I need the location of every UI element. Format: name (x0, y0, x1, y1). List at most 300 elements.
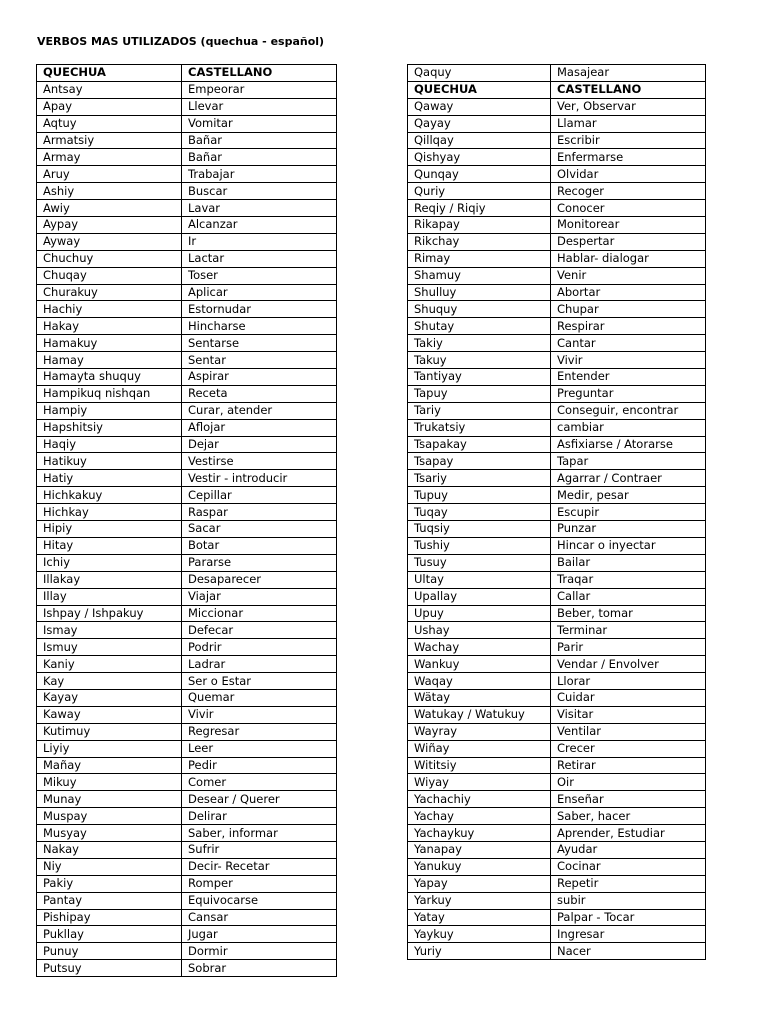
castellano-cell: Hablar- dialogar (551, 250, 706, 267)
castellano-cell: Despertar (551, 233, 706, 250)
quechua-cell: Tapuy (408, 385, 551, 402)
castellano-cell: Bailar (551, 554, 706, 571)
table-row (37, 926, 337, 943)
castellano-cell: Enfermarse (551, 149, 706, 166)
table-row (37, 504, 337, 521)
table-row (408, 267, 706, 284)
castellano-cell: Masajear (551, 65, 706, 82)
quechua-cell: Hatiy (37, 470, 182, 487)
castellano-cell: Escribir (551, 132, 706, 149)
quechua-cell: Tuqsiy (408, 521, 551, 538)
table-row (408, 689, 706, 706)
castellano-cell: Aplicar (182, 284, 337, 301)
castellano-cell: Ser o Estar (182, 673, 337, 690)
quechua-cell: Yanapay (408, 841, 551, 858)
table-row (408, 166, 706, 183)
quechua-cell: Putsuy (37, 960, 182, 977)
quechua-cell: Qunqay (408, 166, 551, 183)
table-row (408, 706, 706, 723)
castellano-cell: Conocer (551, 200, 706, 217)
quechua-cell: Awiy (37, 200, 182, 217)
table-row (408, 504, 706, 521)
table-row (408, 926, 706, 943)
quechua-cell: Ayway (37, 233, 182, 250)
quechua-cell: Kutimuy (37, 723, 182, 740)
castellano-cell: Raspar (182, 504, 337, 521)
header-castellano: CASTELLANO (551, 81, 706, 98)
quechua-cell: Hampiy (37, 402, 182, 419)
quechua-cell: Pishipay (37, 909, 182, 926)
quechua-cell: Wiñay (408, 740, 551, 757)
quechua-cell: Hichkakuy (37, 487, 182, 504)
quechua-cell: Chuchuy (37, 250, 182, 267)
castellano-cell: Sentarse (182, 335, 337, 352)
table-row (408, 791, 706, 808)
quechua-cell: Qaquy (408, 65, 551, 82)
castellano-cell: Punzar (551, 521, 706, 538)
castellano-cell: Podrir (182, 639, 337, 656)
castellano-cell: Cepillar (182, 487, 337, 504)
castellano-cell: Recoger (551, 183, 706, 200)
table-row (408, 233, 706, 250)
castellano-cell: Defecar (182, 622, 337, 639)
castellano-cell: Terminar (551, 622, 706, 639)
quechua-cell: Hichkay (37, 504, 182, 521)
quechua-cell: Kayay (37, 689, 182, 706)
table-row (408, 943, 706, 960)
quechua-cell: Aruy (37, 166, 182, 183)
table-row (37, 858, 337, 875)
table-row (37, 706, 337, 723)
castellano-cell: Equivocarse (182, 892, 337, 909)
quechua-cell: Shutay (408, 318, 551, 335)
quechua-cell: Mañay (37, 757, 182, 774)
table-row (408, 352, 706, 369)
table-row (408, 554, 706, 571)
quechua-cell: Takuy (408, 352, 551, 369)
quechua-cell: Hampikuq nishqan (37, 385, 182, 402)
castellano-cell: subir (551, 892, 706, 909)
table-header-row (408, 81, 706, 98)
castellano-cell: Ayudar (551, 841, 706, 858)
table-row (408, 808, 706, 825)
table-row (408, 115, 706, 132)
table-row (408, 217, 706, 234)
castellano-cell: Vivir (551, 352, 706, 369)
quechua-cell: Yapay (408, 875, 551, 892)
table-row (37, 808, 337, 825)
quechua-cell: Mikuy (37, 774, 182, 791)
quechua-cell: Punuy (37, 943, 182, 960)
castellano-cell: Enseñar (551, 791, 706, 808)
table-row (408, 622, 706, 639)
quechua-cell: Qayay (408, 115, 551, 132)
quechua-cell: Watukay / Watukuy (408, 706, 551, 723)
castellano-cell: Monitorear (551, 217, 706, 234)
castellano-cell: Desaparecer (182, 571, 337, 588)
castellano-cell: Vestir - introducir (182, 470, 337, 487)
castellano-cell: Leer (182, 740, 337, 757)
quechua-cell: Tushiy (408, 537, 551, 554)
castellano-cell: Conseguir, encontrar (551, 402, 706, 419)
quechua-cell: Illay (37, 588, 182, 605)
table-row (37, 554, 337, 571)
table-row (37, 774, 337, 791)
quechua-cell: Waqay (408, 673, 551, 690)
castellano-cell: Decir- Recetar (182, 858, 337, 875)
table-row (408, 369, 706, 386)
quechua-cell: Qillqay (408, 132, 551, 149)
quechua-cell: Yanukuy (408, 858, 551, 875)
quechua-cell: Ashiy (37, 183, 182, 200)
castellano-cell: Pedir (182, 757, 337, 774)
header-quechua: QUECHUA (37, 65, 182, 82)
castellano-cell: Vestirse (182, 453, 337, 470)
castellano-cell: Palpar - Tocar (551, 909, 706, 926)
castellano-cell: Curar, atender (182, 402, 337, 419)
table-row (37, 791, 337, 808)
quechua-cell: Ushay (408, 622, 551, 639)
quechua-cell: Armay (37, 149, 182, 166)
table-row (408, 605, 706, 622)
castellano-cell: Nacer (551, 943, 706, 960)
quechua-cell: Aypay (37, 217, 182, 234)
table-row (37, 318, 337, 335)
quechua-cell: Yachachiy (408, 791, 551, 808)
castellano-cell: Bañar (182, 149, 337, 166)
table-row (408, 841, 706, 858)
table-row (37, 250, 337, 267)
table-row (37, 656, 337, 673)
quechua-cell: Hamayta shuquy (37, 369, 182, 386)
table-row (37, 352, 337, 369)
table-header-row (37, 65, 337, 82)
quechua-cell: Ismay (37, 622, 182, 639)
castellano-cell: Beber, tomar (551, 605, 706, 622)
castellano-cell: Quemar (182, 689, 337, 706)
table-row (37, 841, 337, 858)
quechua-cell: Hatikuy (37, 453, 182, 470)
quechua-cell: Nakay (37, 841, 182, 858)
table-row (37, 115, 337, 132)
table-row (408, 149, 706, 166)
table-row (37, 605, 337, 622)
castellano-cell: Pararse (182, 554, 337, 571)
table-row (408, 301, 706, 318)
castellano-cell: Aprender, Estudiar (551, 825, 706, 842)
table-row (408, 571, 706, 588)
castellano-cell: Retirar (551, 757, 706, 774)
table-row (408, 537, 706, 554)
quechua-cell: Yaykuy (408, 926, 551, 943)
castellano-cell: Sobrar (182, 960, 337, 977)
document-title: VERBOS MAS UTILIZADOS (quechua - español) (37, 35, 325, 48)
castellano-cell: Receta (182, 385, 337, 402)
quechua-cell: Wankuy (408, 656, 551, 673)
table-row (408, 588, 706, 605)
quechua-cell: Yachaykuy (408, 825, 551, 842)
quechua-cell: Illakay (37, 571, 182, 588)
quechua-cell: Munay (37, 791, 182, 808)
quechua-cell: Wiyay (408, 774, 551, 791)
table-row (37, 571, 337, 588)
quechua-cell: Yarkuy (408, 892, 551, 909)
quechua-cell: Kaway (37, 706, 182, 723)
castellano-cell: Viajar (182, 588, 337, 605)
quechua-cell: Niy (37, 858, 182, 875)
quechua-cell: Tupuy (408, 487, 551, 504)
quechua-cell: Upallay (408, 588, 551, 605)
quechua-cell: Ishpay / Ishpakuy (37, 605, 182, 622)
castellano-cell: Lavar (182, 200, 337, 217)
castellano-cell: Toser (182, 267, 337, 284)
castellano-cell: Venir (551, 267, 706, 284)
quechua-cell: Wachay (408, 639, 551, 656)
table-row (37, 402, 337, 419)
table-row (37, 723, 337, 740)
table-row (408, 487, 706, 504)
table-row (37, 588, 337, 605)
quechua-cell: Hachiy (37, 301, 182, 318)
castellano-cell: Sacar (182, 521, 337, 538)
quechua-cell: Reqiy / Riqiy (408, 200, 551, 217)
castellano-cell: Dejar (182, 436, 337, 453)
castellano-cell: cambiar (551, 419, 706, 436)
table-row (408, 419, 706, 436)
table-row (37, 267, 337, 284)
castellano-cell: Entender (551, 369, 706, 386)
table-row (408, 200, 706, 217)
castellano-cell: Callar (551, 588, 706, 605)
quechua-cell: Rimay (408, 250, 551, 267)
castellano-cell: Respirar (551, 318, 706, 335)
castellano-cell: Sentar (182, 352, 337, 369)
table-row (37, 689, 337, 706)
quechua-cell: Tusuy (408, 554, 551, 571)
quechua-cell: Takiy (408, 335, 551, 352)
quechua-cell: Muspay (37, 808, 182, 825)
castellano-cell: Preguntar (551, 385, 706, 402)
table-row (408, 183, 706, 200)
table-row (37, 521, 337, 538)
quechua-cell: Kaniy (37, 656, 182, 673)
table-row (408, 521, 706, 538)
table-row (408, 673, 706, 690)
table-row (37, 284, 337, 301)
castellano-cell: Medir, pesar (551, 487, 706, 504)
quechua-cell: Hamakuy (37, 335, 182, 352)
quechua-cell: Tariy (408, 402, 551, 419)
table-row (408, 757, 706, 774)
castellano-cell: Desear / Querer (182, 791, 337, 808)
table-row (408, 892, 706, 909)
table-row (37, 301, 337, 318)
castellano-cell: Saber, hacer (551, 808, 706, 825)
table-row (408, 132, 706, 149)
quechua-cell: Ismuy (37, 639, 182, 656)
table-row (37, 740, 337, 757)
quechua-cell: Shamuy (408, 267, 551, 284)
verbs-table-left (36, 64, 337, 977)
table-row (408, 909, 706, 926)
quechua-cell: Tsapakay (408, 436, 551, 453)
header-castellano: CASTELLANO (182, 65, 337, 82)
castellano-cell: Empeorar (182, 81, 337, 98)
castellano-cell: Ventilar (551, 723, 706, 740)
table-row (37, 419, 337, 436)
quechua-cell: Apay (37, 98, 182, 115)
castellano-cell: Jugar (182, 926, 337, 943)
table-row (408, 875, 706, 892)
quechua-cell: Pantay (37, 892, 182, 909)
table-row (37, 233, 337, 250)
castellano-cell: Saber, informar (182, 825, 337, 842)
castellano-cell: Vendar / Envolver (551, 656, 706, 673)
quechua-cell: Ultay (408, 571, 551, 588)
quechua-cell: Trukatsiy (408, 419, 551, 436)
table-row (37, 369, 337, 386)
table-row (408, 639, 706, 656)
table-row (37, 183, 337, 200)
table-row (37, 622, 337, 639)
table-row (408, 858, 706, 875)
table-row (408, 774, 706, 791)
quechua-cell: Shulluy (408, 284, 551, 301)
quechua-cell: Wititsiy (408, 757, 551, 774)
table-row (37, 453, 337, 470)
table-row (37, 166, 337, 183)
castellano-cell: Agarrar / Contraer (551, 470, 706, 487)
castellano-cell: Aflojar (182, 419, 337, 436)
table-row (408, 335, 706, 352)
quechua-cell: Tantiyay (408, 369, 551, 386)
table-row (408, 740, 706, 757)
castellano-cell: Alcanzar (182, 217, 337, 234)
quechua-cell: Churakuy (37, 284, 182, 301)
table-row (37, 132, 337, 149)
quechua-cell: Haqiy (37, 436, 182, 453)
quechua-cell: Yatay (408, 909, 551, 926)
castellano-cell: Escupir (551, 504, 706, 521)
castellano-cell: Cocinar (551, 858, 706, 875)
castellano-cell: Traqar (551, 571, 706, 588)
quechua-cell: Pakiy (37, 875, 182, 892)
quechua-cell: Hakay (37, 318, 182, 335)
castellano-cell: Vomitar (182, 115, 337, 132)
quechua-cell: Shuquy (408, 301, 551, 318)
castellano-cell: Trabajar (182, 166, 337, 183)
castellano-cell: Ingresar (551, 926, 706, 943)
castellano-cell: Miccionar (182, 605, 337, 622)
table-row (408, 65, 706, 82)
quechua-cell: Hapshitsiy (37, 419, 182, 436)
table-row (408, 656, 706, 673)
castellano-cell: Cansar (182, 909, 337, 926)
castellano-cell: Sufrir (182, 841, 337, 858)
castellano-cell: Hincar o inyectar (551, 537, 706, 554)
quechua-cell: Quriy (408, 183, 551, 200)
quechua-cell: Upuy (408, 605, 551, 622)
quechua-cell: Kay (37, 673, 182, 690)
castellano-cell: Cantar (551, 335, 706, 352)
table-row (408, 385, 706, 402)
castellano-cell: Chupar (551, 301, 706, 318)
table-row (37, 335, 337, 352)
quechua-cell: Aqtuy (37, 115, 182, 132)
table-row (408, 98, 706, 115)
castellano-cell: Romper (182, 875, 337, 892)
table-row (37, 98, 337, 115)
castellano-cell: Ladrar (182, 656, 337, 673)
castellano-cell: Parir (551, 639, 706, 656)
table-row (37, 943, 337, 960)
table-row (37, 909, 337, 926)
quechua-cell: Tuqay (408, 504, 551, 521)
castellano-cell: Olvidar (551, 166, 706, 183)
table-row (37, 960, 337, 977)
table-row (37, 892, 337, 909)
castellano-cell: Vivir (182, 706, 337, 723)
quechua-cell: Tsariy (408, 470, 551, 487)
table-row (408, 453, 706, 470)
quechua-cell: Qishyay (408, 149, 551, 166)
castellano-cell: Lactar (182, 250, 337, 267)
table-row (37, 470, 337, 487)
quechua-cell: Tsapay (408, 453, 551, 470)
table-row (408, 284, 706, 301)
castellano-cell: Ver, Observar (551, 98, 706, 115)
table-row (37, 537, 337, 554)
castellano-cell: Llamar (551, 115, 706, 132)
quechua-cell: Chuqay (37, 267, 182, 284)
table-row (408, 318, 706, 335)
castellano-cell: Cuidar (551, 689, 706, 706)
table-row (408, 470, 706, 487)
castellano-cell: Botar (182, 537, 337, 554)
quechua-cell: Armatsiy (37, 132, 182, 149)
table-row (37, 875, 337, 892)
table-row (37, 385, 337, 402)
castellano-cell: Tapar (551, 453, 706, 470)
castellano-cell: Oir (551, 774, 706, 791)
verbs-table-right (407, 64, 706, 960)
quechua-cell: Yuriy (408, 943, 551, 960)
castellano-cell: Abortar (551, 284, 706, 301)
table-row (37, 436, 337, 453)
quechua-cell: Wätay (408, 689, 551, 706)
castellano-cell: Comer (182, 774, 337, 791)
table-row (37, 487, 337, 504)
quechua-cell: Qaway (408, 98, 551, 115)
quechua-cell: Pukllay (37, 926, 182, 943)
table-row (408, 723, 706, 740)
table-row (408, 250, 706, 267)
quechua-cell: Antsay (37, 81, 182, 98)
table-row (408, 402, 706, 419)
castellano-cell: Aspirar (182, 369, 337, 386)
quechua-cell: Rikchay (408, 233, 551, 250)
castellano-cell: Estornudar (182, 301, 337, 318)
table-row (37, 149, 337, 166)
quechua-cell: Liyiy (37, 740, 182, 757)
castellano-cell: Buscar (182, 183, 337, 200)
header-quechua: QUECHUA (408, 81, 551, 98)
table-row (408, 436, 706, 453)
quechua-cell: Yachay (408, 808, 551, 825)
castellano-cell: Llorar (551, 673, 706, 690)
castellano-cell: Dormir (182, 943, 337, 960)
quechua-cell: Musyay (37, 825, 182, 842)
